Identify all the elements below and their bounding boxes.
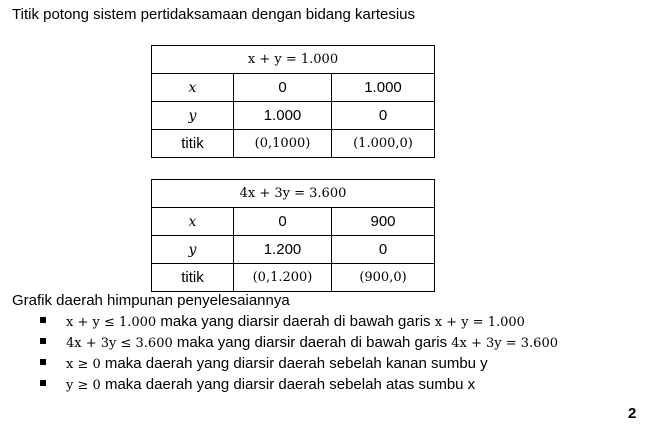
table2-x-value-1: 0 [234,208,332,236]
table2-x-value-2: 900 [332,208,435,236]
description: maka daerah yang diarsir daerah sebelah kanan sumbu y [100,355,488,372]
intercept-table-1 [151,45,435,158]
inequality: 4x + 3y ≤ 3.600 [66,336,173,351]
description: maka daerah yang diarsir daerah sebelah atas sumbu x [100,376,476,393]
description: maka yang diarsir daerah di bawah garis [172,334,452,351]
graph-subheading: Grafik daerah himpunan penyelesaiannya [12,292,290,309]
list-item [40,311,558,332]
line-equation: 4x + 3y = 3.600 [451,336,558,351]
table1-y-value-1: 1.000 [234,102,332,130]
table1-label-titik: titik [152,130,234,158]
list-item [40,332,558,353]
intercept-table-2 [151,179,435,292]
table1-x-value-1: 0 [234,74,332,102]
page-number: 2 [628,405,637,422]
table1-equation: x + y = 1.000 [152,46,435,74]
table1-label-x: x [152,74,234,102]
table1-point-2: (1.000,0) [332,130,435,158]
bullet-icon [40,338,46,344]
table2-label-x: x [152,208,234,236]
table2-point-1: (0,1.200) [234,264,332,292]
inequality: y ≥ 0 [66,378,101,393]
table1-label-y: y [152,102,234,130]
bullet-icon [40,317,46,323]
condition-list [40,311,558,395]
page-heading: Titik potong sistem pertidaksamaan dengan bidang kartesius [12,6,416,23]
table1-x-value-2: 1.000 [332,74,435,102]
table2-label-y: y [152,236,234,264]
table2-label-titik: titik [152,264,234,292]
bullet-icon [40,359,46,365]
description: maka yang diarsir daerah di bawah garis [156,313,435,330]
bullet-icon [40,380,46,386]
table2-y-value-2: 0 [332,236,435,264]
list-item [40,353,558,374]
table1-y-value-2: 0 [332,102,435,130]
table1-point-1: (0,1000) [234,130,332,158]
list-item [40,374,558,395]
inequality: x ≥ 0 [66,357,101,372]
table2-equation: 4x + 3y = 3.600 [152,180,435,208]
line-equation: x + y = 1.000 [434,315,525,330]
inequality: x + y ≤ 1.000 [66,315,157,330]
table2-point-2: (900,0) [332,264,435,292]
table2-y-value-1: 1.200 [234,236,332,264]
